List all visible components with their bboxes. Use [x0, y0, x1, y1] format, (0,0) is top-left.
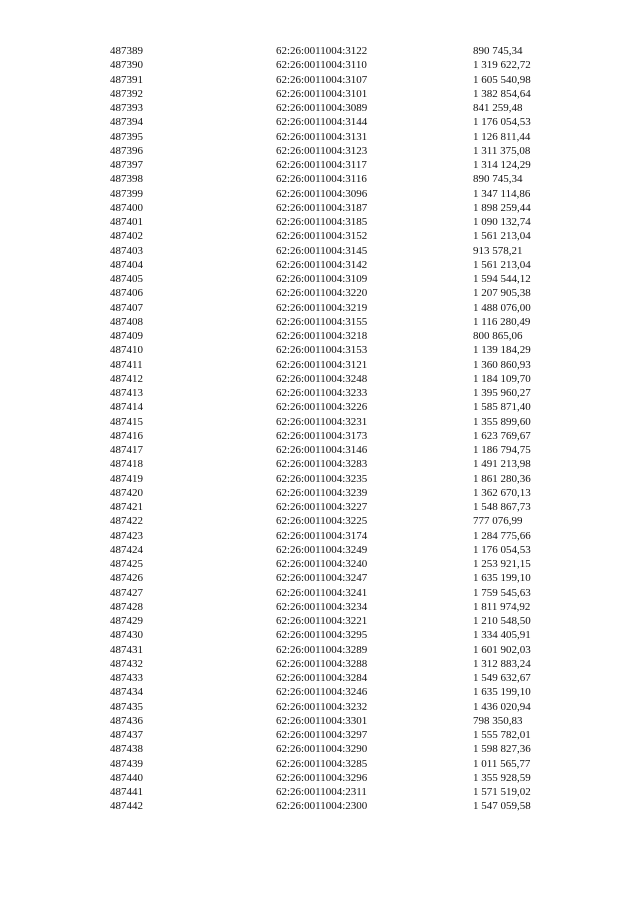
cadastral-number-cell: 62:26:0011004:3234	[276, 600, 368, 613]
cadastral-number-cell: 62:26:0011004:3145	[276, 244, 368, 257]
row-id-cell: 487417	[110, 444, 143, 456]
row-id-cell: 487399	[110, 187, 143, 200]
row-id-cell: 487418	[110, 458, 143, 471]
row-id-cell: 487395	[110, 130, 143, 143]
value-cell: 1 355 899,60	[473, 415, 531, 428]
value-cell: 798 350,83	[473, 714, 523, 727]
cadastral-number-cell: 62:26:0011004:3227	[276, 501, 368, 513]
cadastral-number-cell: 62:26:0011004:3218	[276, 330, 368, 342]
value-cell: 1 347 114,86	[473, 187, 531, 200]
value-cell: 1 126 811,44	[473, 130, 531, 143]
value-cell: 1 594 544,12	[473, 273, 531, 285]
cadastral-number-cell: 62:26:0011004:3285	[276, 757, 368, 770]
table-row	[0, 172, 640, 186]
table-row	[0, 73, 640, 87]
table-row	[0, 144, 640, 158]
table-row	[0, 600, 640, 614]
row-id-cell: 487422	[110, 515, 143, 528]
value-cell: 1 116 280,49	[473, 315, 531, 328]
table-row	[0, 358, 640, 372]
row-id-cell: 487415	[110, 415, 143, 428]
cadastral-number-cell: 62:26:0011004:3109	[276, 273, 368, 285]
cadastral-number-cell: 62:26:0011004:3144	[276, 116, 368, 129]
row-id-cell: 487414	[110, 401, 143, 414]
value-cell: 1 184 109,70	[473, 372, 531, 385]
row-id-cell: 487398	[110, 173, 143, 186]
table-row	[0, 543, 640, 557]
value-cell: 1 491 213,98	[473, 458, 531, 471]
cadastral-number-cell: 62:26:0011004:3289	[276, 643, 368, 656]
row-id-cell: 487424	[110, 543, 143, 556]
cadastral-number-cell: 62:26:0011004:3219	[276, 301, 368, 314]
value-cell: 1 355 928,59	[473, 771, 531, 784]
table-row	[0, 757, 640, 771]
cadastral-number-cell: 62:26:0011004:3233	[276, 387, 368, 399]
cadastral-number-cell: 62:26:0011004:3187	[276, 201, 368, 214]
table-row	[0, 571, 640, 585]
row-id-cell: 487393	[110, 102, 143, 114]
row-id-cell: 487437	[110, 729, 143, 741]
value-cell: 1 635 199,10	[473, 686, 531, 699]
row-id-cell: 487416	[110, 429, 143, 442]
value-cell: 1 176 054,53	[473, 543, 531, 556]
value-cell: 1 548 867,73	[473, 501, 531, 513]
table-row	[0, 315, 640, 329]
cadastral-number-cell: 62:26:0011004:3231	[276, 415, 368, 428]
value-cell: 1 362 670,13	[473, 486, 531, 499]
cadastral-number-cell: 62:26:0011004:3220	[276, 287, 368, 300]
row-id-cell: 487411	[110, 358, 143, 371]
value-cell: 1 207 905,38	[473, 287, 531, 300]
value-cell: 800 865,06	[473, 330, 523, 342]
table-row	[0, 329, 640, 343]
row-id-cell: 487436	[110, 714, 143, 727]
table-row	[0, 87, 640, 101]
table-row	[0, 158, 640, 172]
table-row	[0, 130, 640, 144]
table-row	[0, 457, 640, 471]
table-row	[0, 115, 640, 129]
row-id-cell: 487427	[110, 586, 143, 599]
cadastral-number-cell: 62:26:0011004:3107	[276, 73, 368, 86]
row-id-cell: 487412	[110, 372, 143, 385]
table-row	[0, 799, 640, 813]
row-id-cell: 487439	[110, 757, 143, 770]
value-cell: 1 176 054,53	[473, 116, 531, 129]
cadastral-number-cell: 62:26:0011004:3301	[276, 714, 368, 727]
cadastral-number-cell: 62:26:0011004:3122	[276, 45, 368, 57]
value-cell: 1 601 902,03	[473, 643, 531, 656]
cadastral-number-cell: 62:26:0011004:3247	[276, 572, 368, 585]
table-row	[0, 557, 640, 571]
cadastral-number-cell: 62:26:0011004:3117	[276, 159, 367, 171]
row-id-cell: 487400	[110, 201, 143, 214]
row-id-cell: 487413	[110, 387, 143, 399]
row-id-cell: 487425	[110, 558, 143, 570]
row-id-cell: 487438	[110, 743, 143, 756]
value-cell: 890 745,34	[473, 45, 523, 57]
value-cell: 1 210 548,50	[473, 615, 531, 627]
table-row	[0, 728, 640, 742]
value-cell: 1 555 782,01	[473, 729, 531, 741]
row-id-cell: 487430	[110, 629, 143, 642]
cadastral-number-cell: 62:26:0011004:3241	[276, 586, 368, 599]
row-id-cell: 487389	[110, 45, 143, 57]
table-row	[0, 201, 640, 215]
row-id-cell: 487396	[110, 144, 143, 157]
table-row	[0, 101, 640, 115]
table-row	[0, 386, 640, 400]
value-cell: 1 395 960,27	[473, 387, 531, 399]
table-row	[0, 472, 640, 486]
row-id-cell: 487426	[110, 572, 143, 585]
table-row	[0, 529, 640, 543]
value-cell: 1 360 860,93	[473, 358, 531, 371]
table-row	[0, 286, 640, 300]
cadastral-number-cell: 62:26:0011004:3123	[276, 144, 368, 157]
row-id-cell: 487419	[110, 472, 143, 485]
table-row	[0, 372, 640, 386]
row-id-cell: 487431	[110, 643, 143, 656]
row-id-cell: 487402	[110, 230, 143, 243]
value-cell: 1 898 259,44	[473, 201, 531, 214]
cadastral-number-cell: 62:26:0011004:3284	[276, 672, 368, 684]
row-id-cell: 487420	[110, 486, 143, 499]
row-id-cell: 487408	[110, 315, 143, 328]
table-row	[0, 258, 640, 272]
cadastral-number-cell: 62:26:0011004:3110	[276, 59, 367, 72]
cadastral-number-cell: 62:26:0011004:3226	[276, 401, 368, 414]
row-id-cell: 487433	[110, 672, 143, 684]
row-id-cell: 487435	[110, 700, 143, 713]
value-cell: 1 571 519,02	[473, 786, 531, 798]
value-cell: 1 319 622,72	[473, 59, 531, 72]
cadastral-number-cell: 62:26:0011004:3240	[276, 558, 368, 570]
table-row	[0, 700, 640, 714]
value-cell: 1 186 794,75	[473, 444, 531, 456]
table-row	[0, 187, 640, 201]
cadastral-number-cell: 62:26:0011004:3131	[276, 130, 368, 143]
table-row	[0, 215, 640, 229]
table-row	[0, 301, 640, 315]
cadastral-number-cell: 62:26:0011004:3185	[276, 216, 368, 228]
cadastral-number-cell: 62:26:0011004:2300	[276, 800, 368, 813]
table-row	[0, 614, 640, 628]
cadastral-number-cell: 62:26:0011004:2311	[276, 786, 367, 798]
table-row	[0, 643, 640, 657]
data-table	[0, 44, 640, 814]
value-cell: 913 578,21	[473, 244, 523, 257]
table-row	[0, 586, 640, 600]
row-id-cell: 487407	[110, 301, 143, 314]
row-id-cell: 487409	[110, 330, 143, 342]
value-cell: 1 549 632,67	[473, 672, 531, 684]
value-cell: 1 598 827,36	[473, 743, 531, 756]
cadastral-number-cell: 62:26:0011004:3296	[276, 771, 368, 784]
cadastral-number-cell: 62:26:0011004:3173	[276, 429, 368, 442]
value-cell: 1 312 883,24	[473, 657, 531, 670]
table-row	[0, 429, 640, 443]
cadastral-number-cell: 62:26:0011004:3096	[276, 187, 368, 200]
value-cell: 1 759 545,63	[473, 586, 531, 599]
table-row	[0, 44, 640, 58]
cadastral-number-cell: 62:26:0011004:3089	[276, 102, 368, 114]
row-id-cell: 487421	[110, 501, 143, 513]
cadastral-number-cell: 62:26:0011004:3155	[276, 315, 368, 328]
row-id-cell: 487394	[110, 116, 143, 129]
cadastral-number-cell: 62:26:0011004:3239	[276, 486, 368, 499]
value-cell: 1 253 921,15	[473, 558, 531, 570]
cadastral-number-cell: 62:26:0011004:3249	[276, 543, 368, 556]
value-cell: 890 745,34	[473, 173, 523, 186]
row-id-cell: 487434	[110, 686, 143, 699]
cadastral-number-cell: 62:26:0011004:3142	[276, 258, 368, 271]
table-row	[0, 343, 640, 357]
table-row	[0, 671, 640, 685]
cadastral-number-cell: 62:26:0011004:3101	[276, 87, 368, 100]
row-id-cell: 487401	[110, 216, 143, 228]
table-row	[0, 415, 640, 429]
cadastral-number-cell: 62:26:0011004:3290	[276, 743, 368, 756]
cadastral-number-cell: 62:26:0011004:3153	[276, 344, 368, 357]
table-row	[0, 785, 640, 799]
table-row	[0, 685, 640, 699]
table-row	[0, 657, 640, 671]
cadastral-number-cell: 62:26:0011004:3288	[276, 657, 368, 670]
row-id-cell: 487440	[110, 771, 143, 784]
table-row	[0, 742, 640, 756]
value-cell: 1 090 132,74	[473, 216, 531, 228]
value-cell: 841 259,48	[473, 102, 523, 114]
value-cell: 1 861 280,36	[473, 472, 531, 485]
table-row	[0, 514, 640, 528]
table-row	[0, 229, 640, 243]
row-id-cell: 487429	[110, 615, 143, 627]
value-cell: 1 488 076,00	[473, 301, 531, 314]
row-id-cell: 487405	[110, 273, 143, 285]
row-id-cell: 487428	[110, 600, 143, 613]
row-id-cell: 487442	[110, 800, 143, 813]
value-cell: 1 561 213,04	[473, 258, 531, 271]
cadastral-number-cell: 62:26:0011004:3121	[276, 358, 368, 371]
row-id-cell: 487406	[110, 287, 143, 300]
cadastral-number-cell: 62:26:0011004:3221	[276, 615, 368, 627]
table-row	[0, 714, 640, 728]
cadastral-number-cell: 62:26:0011004:3232	[276, 700, 368, 713]
table-row	[0, 486, 640, 500]
value-cell: 1 635 199,10	[473, 572, 531, 585]
value-cell: 1 314 124,29	[473, 159, 531, 171]
table-row	[0, 771, 640, 785]
value-cell: 1 585 871,40	[473, 401, 531, 414]
cadastral-number-cell: 62:26:0011004:3235	[276, 472, 368, 485]
table-row	[0, 443, 640, 457]
value-cell: 1 561 213,04	[473, 230, 531, 243]
value-cell: 1 284 775,66	[473, 529, 531, 542]
table-row	[0, 244, 640, 258]
row-id-cell: 487441	[110, 786, 143, 798]
cadastral-number-cell: 62:26:0011004:3146	[276, 444, 368, 456]
value-cell: 1 139 184,29	[473, 344, 531, 357]
value-cell: 1 382 854,64	[473, 87, 531, 100]
value-cell: 1 623 769,67	[473, 429, 531, 442]
row-id-cell: 487397	[110, 159, 143, 171]
row-id-cell: 487403	[110, 244, 143, 257]
row-id-cell: 487390	[110, 59, 143, 72]
row-id-cell: 487392	[110, 87, 143, 100]
table-row	[0, 628, 640, 642]
row-id-cell: 487410	[110, 344, 143, 357]
cadastral-number-cell: 62:26:0011004:3246	[276, 686, 368, 699]
table-row	[0, 400, 640, 414]
row-id-cell: 487404	[110, 258, 143, 271]
value-cell: 1 011 565,77	[473, 757, 531, 770]
value-cell: 1 547 059,58	[473, 800, 531, 813]
value-cell: 1 311 375,08	[473, 144, 531, 157]
cadastral-number-cell: 62:26:0011004:3174	[276, 529, 368, 542]
cadastral-number-cell: 62:26:0011004:3283	[276, 458, 368, 471]
value-cell: 777 076,99	[473, 515, 523, 528]
row-id-cell: 487432	[110, 657, 143, 670]
value-cell: 1 436 020,94	[473, 700, 531, 713]
cadastral-number-cell: 62:26:0011004:3297	[276, 729, 368, 741]
cadastral-number-cell: 62:26:0011004:3225	[276, 515, 368, 528]
row-id-cell: 487423	[110, 529, 143, 542]
table-row	[0, 58, 640, 72]
table-row	[0, 272, 640, 286]
cadastral-number-cell: 62:26:0011004:3116	[276, 173, 367, 186]
cadastral-number-cell: 62:26:0011004:3295	[276, 629, 368, 642]
value-cell: 1 605 540,98	[473, 73, 531, 86]
value-cell: 1 811 974,92	[473, 600, 531, 613]
cadastral-number-cell: 62:26:0011004:3248	[276, 372, 368, 385]
cadastral-number-cell: 62:26:0011004:3152	[276, 230, 368, 243]
table-row	[0, 500, 640, 514]
value-cell: 1 334 405,91	[473, 629, 531, 642]
row-id-cell: 487391	[110, 73, 143, 86]
